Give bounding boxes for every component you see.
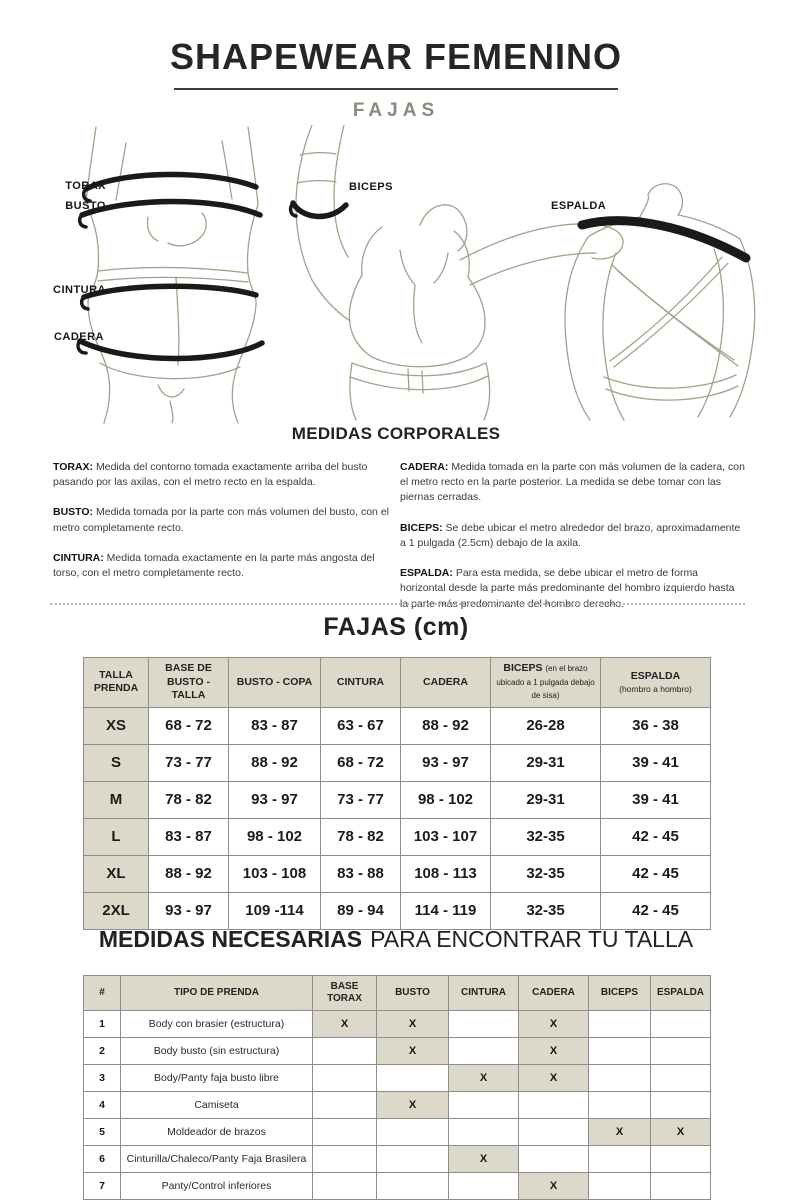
mark-cell [449, 1011, 519, 1038]
garment-name: Body con brasier (estructura) [121, 1011, 313, 1038]
medidas-necesarias-heading: MEDIDAS NECESARIAS PARA ENCONTRAR TU TALLA [98, 926, 694, 952]
mark-cell [377, 1146, 449, 1173]
value-cell: 32-35 [491, 892, 601, 929]
header-espalda: ESPALDA [651, 976, 711, 1011]
value-cell: 42 - 45 [601, 892, 711, 929]
header-busto-copa: BUSTO - COPA [229, 658, 321, 708]
label-torax: TORAX [65, 180, 106, 192]
value-cell: 68 - 72 [321, 744, 401, 781]
value-cell: 103 - 108 [229, 855, 321, 892]
dotted-divider [50, 603, 745, 605]
page-subtitle: FAJAS [352, 100, 440, 121]
mark-cell [313, 1119, 377, 1146]
size-cell: XL [84, 855, 149, 892]
size-row-s [84, 744, 711, 781]
mark-cell [449, 1038, 519, 1065]
mark-cell [589, 1065, 651, 1092]
mark-cell: X [449, 1146, 519, 1173]
mark-cell [313, 1038, 377, 1065]
garment-name: Moldeador de brazos [121, 1119, 313, 1146]
mark-cell: X [377, 1092, 449, 1119]
value-cell: 88 - 92 [149, 855, 229, 892]
size-row-l [84, 818, 711, 855]
busto-band [82, 202, 260, 216]
value-cell: 32-35 [491, 855, 601, 892]
garment-row [84, 1119, 711, 1146]
value-cell: 39 - 41 [601, 744, 711, 781]
definitions-left-column [53, 460, 393, 627]
mark-cell [651, 1092, 711, 1119]
mark-cell: X [449, 1065, 519, 1092]
mark-cell [313, 1065, 377, 1092]
size-cell: S [84, 744, 149, 781]
mark-cell [589, 1173, 651, 1200]
garment-row [84, 1173, 711, 1200]
garment-row [84, 1011, 711, 1038]
label-busto: BUSTO [65, 200, 106, 212]
definition-torax: TORAX: Medida del contorno tomada exactamente arriba del busto pasando por las axilas, con el metro recto en la espalda. [53, 461, 368, 489]
mark-cell [651, 1011, 711, 1038]
fajas-table-heading: FAJAS (cm) [323, 613, 469, 641]
value-cell: 73 - 77 [149, 744, 229, 781]
garment-name: Panty/Control inferiores [121, 1173, 313, 1200]
garment-name: Body/Panty faja busto libre [121, 1065, 313, 1092]
biceps-band [293, 203, 346, 216]
garment-name: Cinturilla/Chaleco/Panty Faja Brasilera [121, 1146, 313, 1173]
mark-cell [519, 1092, 589, 1119]
table-header-row [84, 658, 711, 708]
value-cell: 36 - 38 [601, 707, 711, 744]
mark-cell: X [519, 1065, 589, 1092]
header-base-torax: BASE TORAX [313, 976, 377, 1011]
header-busto: BUSTO [377, 976, 449, 1011]
value-cell: 108 - 113 [401, 855, 491, 892]
mark-cell [449, 1092, 519, 1119]
value-cell: 42 - 45 [601, 855, 711, 892]
header-espalda: ESPALDA (hombro a hombro) [601, 658, 711, 708]
mark-cell [651, 1038, 711, 1065]
garment-row [84, 1092, 711, 1119]
size-cell: 2XL [84, 892, 149, 929]
mark-cell [651, 1146, 711, 1173]
garment-row [84, 1038, 711, 1065]
header-number: # [84, 976, 121, 1011]
value-cell: 93 - 97 [229, 781, 321, 818]
value-cell: 73 - 77 [321, 781, 401, 818]
size-row-m [84, 781, 711, 818]
label-biceps: BICEPS [349, 181, 393, 193]
mark-cell [313, 1146, 377, 1173]
mark-cell: X [519, 1011, 589, 1038]
mark-cell: X [651, 1119, 711, 1146]
garment-measurements-table [83, 975, 711, 1200]
title-underline [174, 88, 618, 90]
value-cell: 29-31 [491, 744, 601, 781]
mark-cell [313, 1173, 377, 1200]
value-cell: 63 - 67 [321, 707, 401, 744]
mark-cell [449, 1173, 519, 1200]
row-number: 5 [84, 1119, 121, 1146]
label-cintura: CINTURA [53, 284, 106, 296]
value-cell: 98 - 102 [229, 818, 321, 855]
header-cadera: CADERA [519, 976, 589, 1011]
mark-cell [589, 1011, 651, 1038]
header-cintura: CINTURA [321, 658, 401, 708]
mark-cell: X [589, 1119, 651, 1146]
header-cintura: CINTURA [449, 976, 519, 1011]
value-cell: 114 - 119 [401, 892, 491, 929]
header-biceps: BICEPS [589, 976, 651, 1011]
mark-cell [651, 1065, 711, 1092]
table-header-row [84, 976, 711, 1011]
size-row-2xl [84, 892, 711, 929]
definition-busto: BUSTO: Medida tomada por la parte con más volumen del busto, con el metro completamente recto. [53, 506, 389, 534]
size-cell: XS [84, 707, 149, 744]
header-tipo-de-prenda: TIPO DE PRENDA [121, 976, 313, 1011]
definition-biceps: BICEPS: Se debe ubicar el metro alrededor del brazo, aproximadamente a 1 pulgada (2.5cm) debajo de la axila. [400, 521, 741, 549]
value-cell: 39 - 41 [601, 781, 711, 818]
row-number: 4 [84, 1092, 121, 1119]
definition-cadera: CADERA: Medida tomada en la parte con más volumen de la cadera, con el metro recto en la parte posterior. La medida se debe tomar con las piernas cerradas. [400, 461, 745, 504]
size-row-xl [84, 855, 711, 892]
value-cell: 93 - 97 [149, 892, 229, 929]
mark-cell [377, 1173, 449, 1200]
header-biceps: BICEPS (en el brazo ubicado a 1 pulgada debajo de sisa) [491, 658, 601, 708]
value-cell: 93 - 97 [401, 744, 491, 781]
row-number: 7 [84, 1173, 121, 1200]
mark-cell [377, 1065, 449, 1092]
definition-cintura: CINTURA: Medida tomada exactamente en la parte más angosta del torso, con el metro completamente recto. [53, 551, 375, 580]
value-cell: 88 - 92 [229, 744, 321, 781]
row-number: 6 [84, 1146, 121, 1173]
mark-cell [377, 1119, 449, 1146]
mark-cell: X [519, 1038, 589, 1065]
value-cell: 78 - 82 [321, 818, 401, 855]
value-cell: 26-28 [491, 707, 601, 744]
value-cell: 89 - 94 [321, 892, 401, 929]
figure-front-torso [78, 127, 262, 423]
garment-row [84, 1146, 711, 1173]
value-cell: 109 -114 [229, 892, 321, 929]
value-cell: 78 - 82 [149, 781, 229, 818]
row-number: 3 [84, 1065, 121, 1092]
header-cadera: CADERA [401, 658, 491, 708]
mark-cell [589, 1146, 651, 1173]
value-cell: 83 - 87 [149, 818, 229, 855]
mark-cell [589, 1038, 651, 1065]
row-number: 2 [84, 1038, 121, 1065]
value-cell: 68 - 72 [149, 707, 229, 744]
value-cell: 32-35 [491, 818, 601, 855]
size-cell: L [84, 818, 149, 855]
mark-cell [589, 1092, 651, 1119]
mark-cell: X [313, 1011, 377, 1038]
mark-cell: X [519, 1173, 589, 1200]
value-cell: 98 - 102 [401, 781, 491, 818]
definitions-right-column [400, 460, 745, 627]
value-cell: 88 - 92 [401, 707, 491, 744]
cadera-band [80, 341, 262, 359]
garment-row [84, 1065, 711, 1092]
value-cell: 42 - 45 [601, 818, 711, 855]
header-talla-prenda: TALLA PRENDA [84, 658, 149, 708]
mark-cell [519, 1119, 589, 1146]
page-title: SHAPEWEAR FEMENINO [169, 36, 623, 77]
mark-cell [651, 1173, 711, 1200]
fajas-size-table [83, 657, 711, 930]
measurement-definitions [53, 460, 745, 627]
value-cell: 83 - 87 [229, 707, 321, 744]
mark-cell [449, 1119, 519, 1146]
size-cell: M [84, 781, 149, 818]
medidas-corporales-heading: MEDIDAS CORPORALES [291, 424, 501, 443]
cintura-band [84, 286, 256, 297]
row-number: 1 [84, 1011, 121, 1038]
mark-cell [519, 1146, 589, 1173]
measurement-figures-illustration [0, 125, 792, 425]
label-espalda: ESPALDA [551, 200, 607, 212]
value-cell: 29-31 [491, 781, 601, 818]
value-cell: 103 - 107 [401, 818, 491, 855]
size-row-xs [84, 707, 711, 744]
mark-cell: X [377, 1011, 449, 1038]
figure-arm-bra [291, 125, 623, 420]
definition-espalda: ESPALDA: Para esta medida, se debe ubicar el metro de forma horizontal desde la parte más predominante del hombro izquierdo hasta la parte más predominante del hombro derecho. [400, 567, 735, 610]
mark-cell: X [377, 1038, 449, 1065]
garment-name: Camiseta [121, 1092, 313, 1119]
value-cell: 83 - 88 [321, 855, 401, 892]
header-base-busto: BASE DE BUSTO - TALLA [149, 658, 229, 708]
figure-back [565, 184, 755, 420]
garment-name: Body busto (sin estructura) [121, 1038, 313, 1065]
mark-cell [313, 1092, 377, 1119]
label-cadera: CADERA [53, 331, 104, 343]
